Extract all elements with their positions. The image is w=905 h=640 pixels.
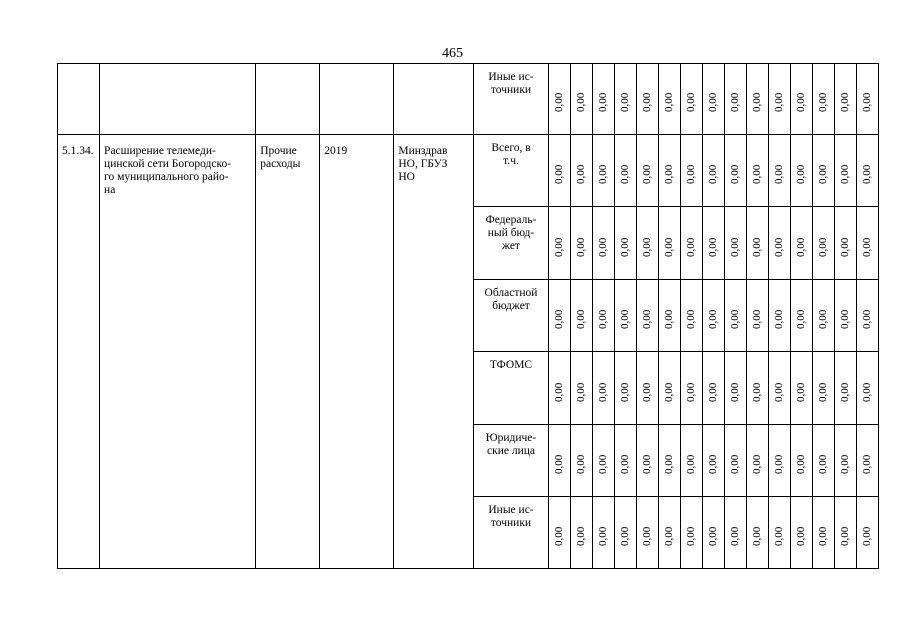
value-cell (548, 207, 570, 280)
value-text: 0,00 (619, 92, 632, 112)
source-label: Иные ис- точники (488, 71, 534, 96)
value-cell (680, 352, 702, 425)
value-cell (768, 352, 790, 425)
table-row-item (58, 135, 879, 207)
value-text: 0,00 (795, 164, 808, 184)
value-cell (856, 497, 878, 569)
value-cell (834, 425, 856, 497)
value-text: 0,00 (817, 92, 830, 112)
value-text: 0,00 (685, 526, 698, 546)
value-cell (592, 497, 614, 569)
value-text: 0,00 (597, 237, 610, 257)
table-row-previous (58, 64, 879, 135)
value-cell (746, 64, 768, 135)
value-text: 0,00 (707, 164, 720, 184)
value-text: 0,00 (839, 309, 852, 329)
value-cell (724, 352, 746, 425)
value-cell (614, 135, 636, 207)
value-cell (790, 497, 812, 569)
value-text: 0,00 (707, 526, 720, 546)
value-cell (570, 207, 592, 280)
value-cell (702, 425, 724, 497)
value-cell (702, 64, 724, 135)
value-text: 0,00 (707, 454, 720, 474)
value-text: 0,00 (663, 382, 676, 402)
value-cell (548, 425, 570, 497)
value-text: 0,00 (619, 309, 632, 329)
value-cell (658, 64, 680, 135)
item-name (100, 135, 256, 569)
value-text: 0,00 (773, 382, 786, 402)
source-cell (474, 135, 548, 207)
source-cell (474, 207, 548, 280)
value-text: 0,00 (817, 526, 830, 546)
value-text: 0,00 (641, 164, 654, 184)
value-cell (746, 497, 768, 569)
value-text: 0,00 (663, 237, 676, 257)
value-text: 0,00 (839, 237, 852, 257)
value-cell (834, 64, 856, 135)
value-cell (856, 135, 878, 207)
value-cell (636, 280, 658, 352)
value-text: 0,00 (619, 454, 632, 474)
value-cell (614, 280, 636, 352)
value-cell (680, 425, 702, 497)
value-cell (570, 64, 592, 135)
value-text: 0,00 (553, 92, 566, 112)
value-text: 0,00 (729, 92, 742, 112)
value-cell (812, 64, 834, 135)
value-cell (658, 497, 680, 569)
value-text: 0,00 (663, 526, 676, 546)
value-text: 0,00 (707, 92, 720, 112)
item-type-text: Прочие расходы (260, 145, 301, 170)
value-text: 0,00 (861, 237, 874, 257)
value-text: 0,00 (773, 454, 786, 474)
value-cell (746, 425, 768, 497)
value-text: 0,00 (839, 92, 852, 112)
value-cell (658, 135, 680, 207)
value-cell (768, 280, 790, 352)
value-cell (614, 425, 636, 497)
value-cell (636, 352, 658, 425)
value-text: 0,00 (795, 92, 808, 112)
value-cell (856, 64, 878, 135)
value-text: 0,00 (553, 237, 566, 257)
value-text: 0,00 (729, 237, 742, 257)
source-label: Иные ис- точники (488, 504, 534, 529)
value-text: 0,00 (641, 526, 654, 546)
value-text: 0,00 (575, 454, 588, 474)
value-cell (768, 207, 790, 280)
source-cell (474, 352, 548, 425)
value-cell (680, 207, 702, 280)
value-text: 0,00 (707, 382, 720, 402)
item-code: 5.1.34. (58, 135, 100, 569)
value-cell (592, 64, 614, 135)
value-text: 0,00 (773, 526, 786, 546)
value-cell (592, 280, 614, 352)
budget-table (57, 63, 879, 569)
value-cell (856, 425, 878, 497)
source-cell (474, 497, 548, 569)
value-cell (856, 207, 878, 280)
value-cell (790, 352, 812, 425)
value-cell (570, 352, 592, 425)
item-type (256, 135, 320, 569)
value-text: 0,00 (685, 164, 698, 184)
value-cell (702, 497, 724, 569)
value-text: 0,00 (663, 454, 676, 474)
source-cell (474, 64, 548, 135)
value-cell (548, 64, 570, 135)
value-text: 0,00 (729, 164, 742, 184)
value-cell (812, 135, 834, 207)
value-text: 0,00 (795, 309, 808, 329)
value-cell (570, 135, 592, 207)
value-text: 0,00 (817, 164, 830, 184)
value-text: 0,00 (861, 526, 874, 546)
empty-cell (256, 64, 320, 135)
value-text: 0,00 (839, 164, 852, 184)
value-cell (636, 425, 658, 497)
value-text: 0,00 (773, 309, 786, 329)
value-text: 0,00 (641, 382, 654, 402)
value-text: 0,00 (795, 237, 808, 257)
value-text: 0,00 (751, 309, 764, 329)
value-cell (834, 497, 856, 569)
value-cell (790, 425, 812, 497)
value-text: 0,00 (619, 164, 632, 184)
value-text: 0,00 (575, 92, 588, 112)
value-cell (658, 280, 680, 352)
value-cell (702, 135, 724, 207)
value-cell (746, 352, 768, 425)
value-cell (724, 135, 746, 207)
item-executor-text: Минздрав НО, ГБУЗ НО (398, 145, 448, 183)
value-text: 0,00 (685, 237, 698, 257)
value-cell (614, 352, 636, 425)
value-cell (746, 280, 768, 352)
value-text: 0,00 (839, 454, 852, 474)
value-text: 0,00 (619, 237, 632, 257)
value-text: 0,00 (553, 454, 566, 474)
value-cell (702, 207, 724, 280)
value-cell (570, 497, 592, 569)
value-cell (680, 497, 702, 569)
value-cell (812, 497, 834, 569)
value-text: 0,00 (641, 309, 654, 329)
value-cell (702, 352, 724, 425)
value-text: 0,00 (663, 309, 676, 329)
value-text: 0,00 (817, 382, 830, 402)
value-text: 0,00 (553, 382, 566, 402)
page-number: 465 (442, 46, 463, 61)
value-text: 0,00 (597, 526, 610, 546)
value-text: 0,00 (641, 454, 654, 474)
value-cell (592, 425, 614, 497)
value-cell (592, 352, 614, 425)
value-cell (856, 352, 878, 425)
empty-cell (394, 64, 474, 135)
value-text: 0,00 (597, 92, 610, 112)
value-cell (724, 280, 746, 352)
value-text: 0,00 (553, 164, 566, 184)
value-cell (834, 352, 856, 425)
value-cell (680, 135, 702, 207)
value-cell (658, 207, 680, 280)
empty-cell (58, 64, 100, 135)
value-cell (548, 135, 570, 207)
value-cell (768, 497, 790, 569)
item-executor (394, 135, 474, 569)
value-cell (724, 64, 746, 135)
value-cell (724, 207, 746, 280)
value-text: 0,00 (597, 382, 610, 402)
value-text: 0,00 (751, 92, 764, 112)
value-text: 0,00 (663, 92, 676, 112)
value-text: 0,00 (751, 164, 764, 184)
item-year: 2019 (320, 135, 394, 569)
value-text: 0,00 (839, 382, 852, 402)
value-text: 0,00 (861, 454, 874, 474)
value-cell (548, 352, 570, 425)
value-text: 0,00 (861, 92, 874, 112)
value-cell (834, 135, 856, 207)
value-cell (658, 352, 680, 425)
value-text: 0,00 (575, 382, 588, 402)
source-cell (474, 425, 548, 497)
empty-cell (100, 64, 256, 135)
value-cell (790, 135, 812, 207)
value-text: 0,00 (663, 164, 676, 184)
value-text: 0,00 (597, 309, 610, 329)
value-cell (570, 280, 592, 352)
value-text: 0,00 (861, 382, 874, 402)
value-cell (548, 280, 570, 352)
value-text: 0,00 (619, 526, 632, 546)
value-cell (548, 497, 570, 569)
value-cell (746, 135, 768, 207)
value-text: 0,00 (751, 382, 764, 402)
source-label: Юридиче- ские лица (485, 432, 537, 457)
value-text: 0,00 (795, 526, 808, 546)
value-text: 0,00 (575, 526, 588, 546)
value-text: 0,00 (707, 309, 720, 329)
value-text: 0,00 (861, 309, 874, 329)
value-cell (812, 280, 834, 352)
value-text: 0,00 (597, 164, 610, 184)
value-text: 0,00 (773, 164, 786, 184)
value-text: 0,00 (729, 382, 742, 402)
value-cell (768, 64, 790, 135)
empty-cell (320, 64, 394, 135)
value-cell (680, 280, 702, 352)
value-cell (702, 280, 724, 352)
source-label: Областной бюджет (484, 287, 538, 312)
value-text: 0,00 (553, 526, 566, 546)
value-cell (790, 207, 812, 280)
value-text: 0,00 (729, 454, 742, 474)
value-text: 0,00 (751, 526, 764, 546)
source-cell (474, 280, 548, 352)
value-cell (636, 135, 658, 207)
value-cell (790, 280, 812, 352)
value-text: 0,00 (641, 92, 654, 112)
value-text: 0,00 (685, 92, 698, 112)
value-text: 0,00 (575, 237, 588, 257)
value-cell (636, 207, 658, 280)
value-cell (746, 207, 768, 280)
source-label: ТФОМС (489, 359, 533, 371)
value-text: 0,00 (575, 309, 588, 329)
value-cell (812, 425, 834, 497)
value-text: 0,00 (795, 382, 808, 402)
value-text: 0,00 (861, 164, 874, 184)
source-label: Федераль- ный бюд- жет (485, 214, 537, 252)
value-cell (856, 280, 878, 352)
value-cell (724, 497, 746, 569)
value-cell (614, 497, 636, 569)
value-cell (790, 64, 812, 135)
value-cell (768, 425, 790, 497)
value-cell (724, 425, 746, 497)
value-cell (658, 425, 680, 497)
value-cell (680, 64, 702, 135)
value-text: 0,00 (817, 237, 830, 257)
value-text: 0,00 (597, 454, 610, 474)
value-text: 0,00 (553, 309, 566, 329)
value-text: 0,00 (817, 454, 830, 474)
value-cell (592, 207, 614, 280)
value-text: 0,00 (839, 526, 852, 546)
value-text: 0,00 (729, 526, 742, 546)
item-name-text: Расширение телемеди- цинской сети Богородско- го муниципального райо- на (104, 145, 232, 196)
value-text: 0,00 (773, 92, 786, 112)
value-cell (570, 425, 592, 497)
value-text: 0,00 (685, 309, 698, 329)
value-text: 0,00 (729, 309, 742, 329)
value-text: 0,00 (795, 454, 808, 474)
value-text: 0,00 (773, 237, 786, 257)
value-cell (768, 135, 790, 207)
value-text: 0,00 (817, 309, 830, 329)
value-cell (834, 280, 856, 352)
value-text: 0,00 (685, 382, 698, 402)
source-label: Всего, в т.ч. (491, 142, 531, 167)
value-cell (614, 207, 636, 280)
value-cell (636, 497, 658, 569)
value-cell (834, 207, 856, 280)
value-text: 0,00 (619, 382, 632, 402)
value-cell (812, 352, 834, 425)
value-text: 0,00 (751, 454, 764, 474)
value-text: 0,00 (751, 237, 764, 257)
value-text: 0,00 (707, 237, 720, 257)
value-text: 0,00 (575, 164, 588, 184)
value-cell (636, 64, 658, 135)
value-text: 0,00 (685, 454, 698, 474)
value-cell (592, 135, 614, 207)
value-cell (614, 64, 636, 135)
value-cell (812, 207, 834, 280)
value-text: 0,00 (641, 237, 654, 257)
